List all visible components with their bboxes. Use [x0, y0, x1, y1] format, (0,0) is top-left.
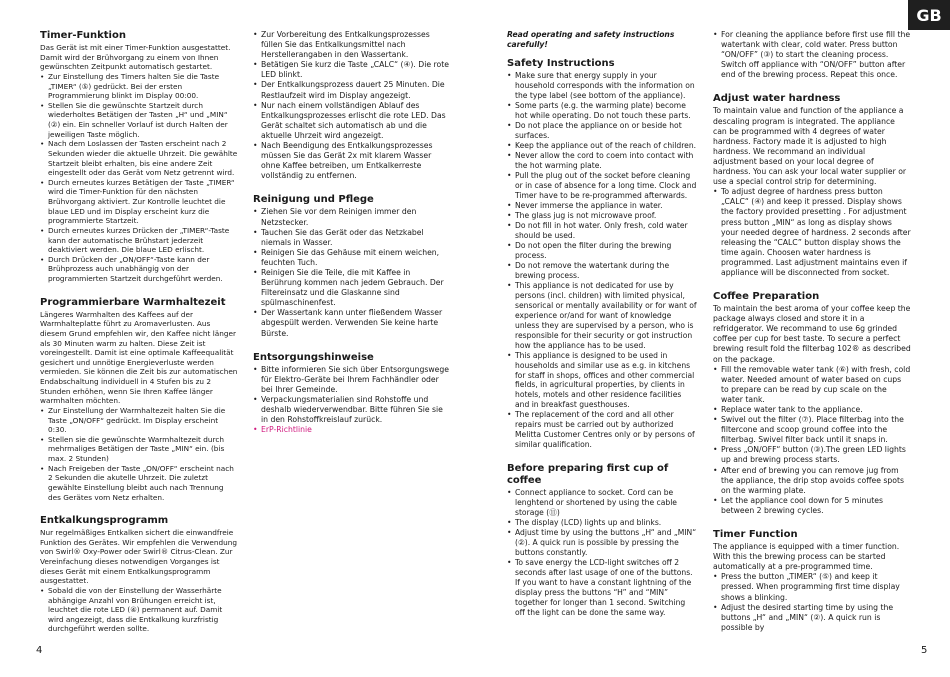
- bullet-item: • Do not open the filter during the brewing process.: [507, 241, 697, 261]
- column-1: [40, 30, 238, 634]
- bullet-item: • This appliance is designed to be used in households and similar use as e.g. in kitchens for staff in shops, offices and other commercial fields, in agricultural properties, by clients in hotels, motels and other residence facilities and in breakfast guesthouses.: [507, 351, 697, 411]
- bullet-item: • Stellen Sie die gewünschte Startzeit durch wiederholtes Betätigen der Tasten „H“ und „MIN“ (②) ein. Ein schneller Vorlauf ist durch Halten der jeweiligen Taste möglich.: [40, 101, 238, 140]
- bullet-item: • Adjust time by using the buttons „H“ and „MIN“ (②). A quick run is possible by pressing the buttons constantly.: [507, 528, 697, 558]
- bullet-item: • Der Wassertank kann unter fließendem Wasser abgespült werden. Verwenden Sie keine harte Bürste.: [253, 308, 451, 338]
- bullet-list: [40, 586, 238, 634]
- section-heading: Timer Function: [713, 529, 798, 541]
- section-programmierbare-warmhaltezeit: [40, 297, 238, 503]
- bullet-item: • Reinigen Sie das Gehäuse mit einem weichen, feuchten Tuch.: [253, 248, 451, 268]
- bullet-item: • Never immerse the appliance in water.: [507, 201, 697, 211]
- bullet-item: • Nach dem Loslassen der Tasten erscheint nach 2 Sekunden wieder die aktuelle Uhrzeit. Die gewählte Startzeit bleibt erhalten, bis eine andere Zeit eingestellt oder das Gerät vom Netz getrennt wird.: [40, 139, 238, 178]
- section-heading: Timer-Funktion: [40, 30, 126, 41]
- section-col4-continued-0: [713, 30, 911, 80]
- section-heading: Entsorgungshinweise: [253, 351, 374, 363]
- bullet-list: [253, 30, 451, 181]
- bullet-list: [713, 365, 911, 516]
- bullet-item: • Press „ON/OFF“ button (③).The green LED lights up and brewing process starts.: [713, 445, 911, 465]
- bullet-item: • Do not remove the watertank during the brewing process.: [507, 261, 697, 281]
- bullet-item: • Betätigen Sie kurz die Taste „CALC“ (④). Die rote LED blinkt.: [253, 60, 451, 80]
- bullet-item: • Zur Einstellung der Warmhaltezeit halten Sie die Taste „ON/OFF“ gedrückt. Im Display erscheint 0:30.: [40, 406, 238, 435]
- section-heading: Before preparing first cup of coffee: [507, 463, 669, 487]
- section-intro: To maintain the best aroma of your coffee keep the package always closed and store it in a refridgerator. We recommand to use 6g grinded coffee per cup for best taste. To secure a perfect brewing result fold the filterbag 102® as described on the package.: [713, 304, 911, 364]
- section-reinigung-und-pflege: [253, 194, 451, 338]
- bullet-item: • Swivel out the filter (⑦). Place filterbag into the filtercone and scoop ground coffee into the filterbag. Swivel filter back until it snaps in.: [713, 415, 911, 445]
- bullet-item: • Let the appliance cool down for 5 minutes between 2 brewing cycles.: [713, 496, 911, 516]
- bullet-item: • Ziehen Sie vor dem Reinigen immer den Netzstecker.: [253, 207, 451, 227]
- bullet-item: • The replacement of the cord and all other repairs must be carried out by authorized Melitta Customer Centres only or by persons of similar qualification.: [507, 410, 697, 450]
- bullet-item: • Do not fill in hot water. Only fresh, cold water should be used.: [507, 221, 697, 241]
- section-intro: Längeres Warmhalten des Kaffees auf der Warmhalteplatte führt zu Aromaverlusten. Aus diesem Grund empfehlen wir, den Kaffee nicht länger als 30 Minuten warm zu halten. Diese Zeit ist voreingestellt. Damit ist eine optimale Kaffeequalität gesichert und unnötige Energieverluste werden vermieden. Sie können die Zeit bis zur automatischen Endabschaltung individuell in 4 Stufen bis zu 2 Stunden erhöhen, wenn Sie Ihren Kaffee länger warmhalten möchten.: [40, 309, 238, 406]
- bullet-item: • This appliance is not dedicated for use by persons (incl. children) with limited physical, sensorical or mentally availability or for want of experience or/and for want of knowledge unless they are supervised by a person, who is responsible for their security or got instruction how the appliance has to be used.: [507, 281, 697, 351]
- bullet-item: • Never allow the cord to coem into contact with the hot warming plate.: [507, 151, 697, 171]
- bullet-list: [713, 187, 911, 278]
- bullet-item: • Zur Einstellung des Timers halten Sie die Taste „TIMER“ (⑤) gedrückt. Bei der ersten Programmierung blinkt im Display 00:00.: [40, 72, 238, 101]
- bullet-item: • Der Entkalkungsprozess dauert 25 Minuten. Die Restlaufzeit wird im Display angezeigt.: [253, 80, 451, 100]
- bullet-item: • Durch Drücken der „ON/OFF“-Taste kann der Brühprozess auch unabhängig von der programmierten Startzeit durchgeführt werden.: [40, 255, 238, 284]
- section-coffee-preparation: [713, 291, 911, 516]
- bullet-item: • Some parts (e.g. the warming plate) become hot while operating. Do not touch these parts.: [507, 101, 697, 121]
- bullet-list: [507, 71, 697, 450]
- section-adjust-water-hardness: [713, 93, 911, 278]
- bullet-item: • Reinigen Sie die Teile, die mit Kaffee in Berührung kommen nach jedem Gebrauch. Der Filtereinsatz und die Glaskanne sind spülmaschinenfest.: [253, 268, 451, 308]
- column-2: [253, 30, 451, 435]
- section-heading: Safety Instructions: [507, 57, 615, 69]
- bullet-item: • Make sure that energy supply in your household corresponds with the information on the type label (see bottom of the appliance).: [507, 71, 697, 101]
- bullet-item: • Bitte informieren Sie sich über Entsorgungswege für Elektro-Geräte bei Ihrem Fachhändler oder bei Ihrer Gemeinde.: [253, 365, 451, 395]
- page-number-left: 4: [36, 645, 43, 656]
- bullet-item: • Nach Freigeben der Taste „ON/OFF“ erscheint nach 2 Sekunden die akutelle Uhrzeit. Die zuletzt gewählte Einstellung bleibt auch nach Trennung des Gerätes vom Netz erhalten.: [40, 464, 238, 503]
- bullet-item: • To save energy the LCD-light switches off 2 seconds after last usage of one of the buttons. If you want to have a constant lightning of the display press the buttons “H” and “MIN” together for longer than 1 second. Switching off the light can be done the same way.: [507, 558, 697, 618]
- bullet-item: • Stellen sie die gewünschte Warmhaltezeit durch mehrmaliges Betätigen der Taste „MIN“ ein. (bis max. 2 Stunden): [40, 435, 238, 464]
- bullet-list: [713, 572, 911, 633]
- bullet-item: • The display (LCD) lights up and blinks.: [507, 518, 697, 528]
- bullet-list: [40, 72, 238, 284]
- section-intro: Nur regelmäßiges Entkalken sichert die einwandfreie Funktion des Gerätes. Wir empfehlen die Verwendung von Swirl® Oxy-Power oder Swirl® Citrus-Clean. Zur Vereinfachung dieses notwendigen Vorganges ist dieses Gerät mit einem Entkalkungsprogramm ausgestattet.: [40, 528, 237, 586]
- bullet-item: • Pull the plug out of the socket before cleaning or in case of absence for a long time. Clock and Timer have to be re-programmed afterwards.: [507, 171, 697, 201]
- language-tab: [908, 0, 950, 30]
- bullet-list: [713, 30, 911, 80]
- section-heading: Coffee Preparation: [713, 291, 820, 303]
- bullet-list: [507, 488, 697, 618]
- section-heading: Entkalkungsprogramm: [40, 515, 169, 527]
- bullet-item: • Fill the removable water tank (⑥) with fresh, cold water. Needed amount of water based on cups to prepare can be read by cup scale on the water tank.: [713, 365, 911, 405]
- bullet-item: • Nach Beendigung des Entkalkungsprozesses müssen Sie das Gerät 2x mit klarem Wasser ohne Kaffee betreiben, um Entkalkerreste vollständig zu entfernen.: [253, 141, 451, 181]
- bullet-list: [253, 365, 451, 436]
- section-entsorgungshinweise: [253, 352, 451, 436]
- bullet-list: [253, 207, 451, 338]
- bullet-item: • Tauchen Sie das Gerät oder das Netzkabel niemals in Wasser.: [253, 228, 451, 248]
- bullet-item: • After end of brewing you can remove jug from the appliance, the drip stop avoids coffee spots on the warming plate.: [713, 466, 911, 496]
- bullet-item: • Nur nach einem vollständigen Ablauf des Entkalkungsprozesses erlischt die rote LED. Das Gerät schaltet sich automatisch ab und die aktuelle Uhrzeit wird angezeigt.: [253, 101, 451, 141]
- bullet-item: • To adjust degree of hardness press button „CALC“ (④) and keep it pressed. Display shows the factory provided presetting . For adjustment press button „MIN“ as long as display shows your needed degree of hardness. 2 seconds after releasing the “CALC” button display shows the time again. Choosen water hardness is programmed. Last adjustment maintains even if appliance will be disconnected from socket.: [713, 187, 911, 278]
- section-heading: Adjust water hardness: [713, 93, 841, 105]
- bullet-item: • Do not place the appliance on or beside hot surfaces.: [507, 121, 697, 141]
- section-before-preparing-first-cup-of-coffee: [507, 463, 697, 618]
- erp-directive-link[interactable]: • ErP-Richtlinie: [253, 425, 451, 435]
- bullet-item: • Connect appliance to socket. Cord can be lenghtend or shortened by using the cable storage (⑪): [507, 488, 697, 518]
- section-safety-instructions: [507, 58, 697, 450]
- bullet-item: • Durch erneutes kurzes Betätigen der Taste „TIMER“ wird die Timer-Funktion für den nächsten Brühvorgang aktiviert. Zur Kontrolle leuchtet die blaue LED und im Display erscheint kurz die programmierte Startzeit.: [40, 178, 238, 226]
- column-4: [713, 30, 911, 633]
- bullet-item: • Zur Vorbereitung des Entkalkungsprozesses füllen Sie das Entkalkungsmittel nach Herstellerangaben in den Wassertank.: [253, 30, 451, 60]
- bullet-item: • For cleaning the appliance before first use fill the watertank with clear, cold water. Press button “ON/OFF” (③) to start the cleaning process. Switch off appliance with “ON/OFF” button after end of the brewing process. Repeat this once.: [713, 30, 911, 80]
- section-heading: Reinigung und Pflege: [253, 194, 374, 206]
- bullet-item: • The glass jug is not microwave proof.: [507, 211, 697, 221]
- section-timer-function: [713, 529, 911, 633]
- column-3: [507, 30, 697, 618]
- bullet-item: • Durch erneutes kurzes Drücken der „TIMER“-Taste kann der automatische Brühstart jederzeit deaktiviert werden. Die blaue LED erlischt.: [40, 226, 238, 255]
- bullet-item: • Replace water tank to the appliance.: [713, 405, 911, 415]
- page-number-right: 5: [921, 645, 928, 656]
- section-heading: Programmierbare Warmhaltezeit: [40, 296, 226, 308]
- section-entkalkungsprogramm: [40, 515, 238, 634]
- bullet-list: [40, 406, 238, 502]
- section-intro: The appliance is equipped with a timer function. With this the brewing process can be started automatically at a pre-programmed time.: [713, 542, 900, 572]
- bullet-item: • Press the button „TIMER“ (⑤) and keep it pressed. When programming first time display shows a blinking.: [713, 572, 911, 602]
- section-col2-continued-0: [253, 30, 451, 181]
- section-intro: Das Gerät ist mit einer Timer-Funktion ausgestattet. Damit wird der Brühvorgang zu einem von Ihnen gewünschten Zeitpunkt automatisch gestartet.: [40, 43, 231, 72]
- bullet-item: • Adjust the desired starting time by using the buttons „H“ and „MIN“ (②). A quick run is possible by: [713, 603, 911, 633]
- language-tab-label: GB: [916, 5, 942, 25]
- safety-reminder: Read operating and safety instructions carefully!: [507, 30, 675, 49]
- bullet-item: • Sobald die von der Einstellung der Wasserhärte abhängige Anzahl von Brühungen erreicht ist, leuchtet die rote LED (④) permanent auf. Damit wird angezeigt, dass die Entkalkung kurzfristig durchgeführt werden sollte.: [40, 586, 238, 634]
- section-intro: To maintain value and function of the appliance a descaling program is integrated. The appliance can be programmed with 4 degrees of water hardness. Factory made it is adjusted to high hardness. We recommand an individual adjustment based on your local degree of hardness. You can ask your local water supplier or use a special control strip for determining.: [713, 106, 907, 187]
- section-timer-funktion: [40, 30, 238, 284]
- bullet-item: • Keep the appliance out of the reach of children.: [507, 141, 697, 151]
- bullet-item: • Verpackungsmaterialien sind Rohstoffe und deshalb wiederverwendbar. Bitte führen Sie sie in den Rohstoffkreislauf zurück.: [253, 395, 451, 425]
